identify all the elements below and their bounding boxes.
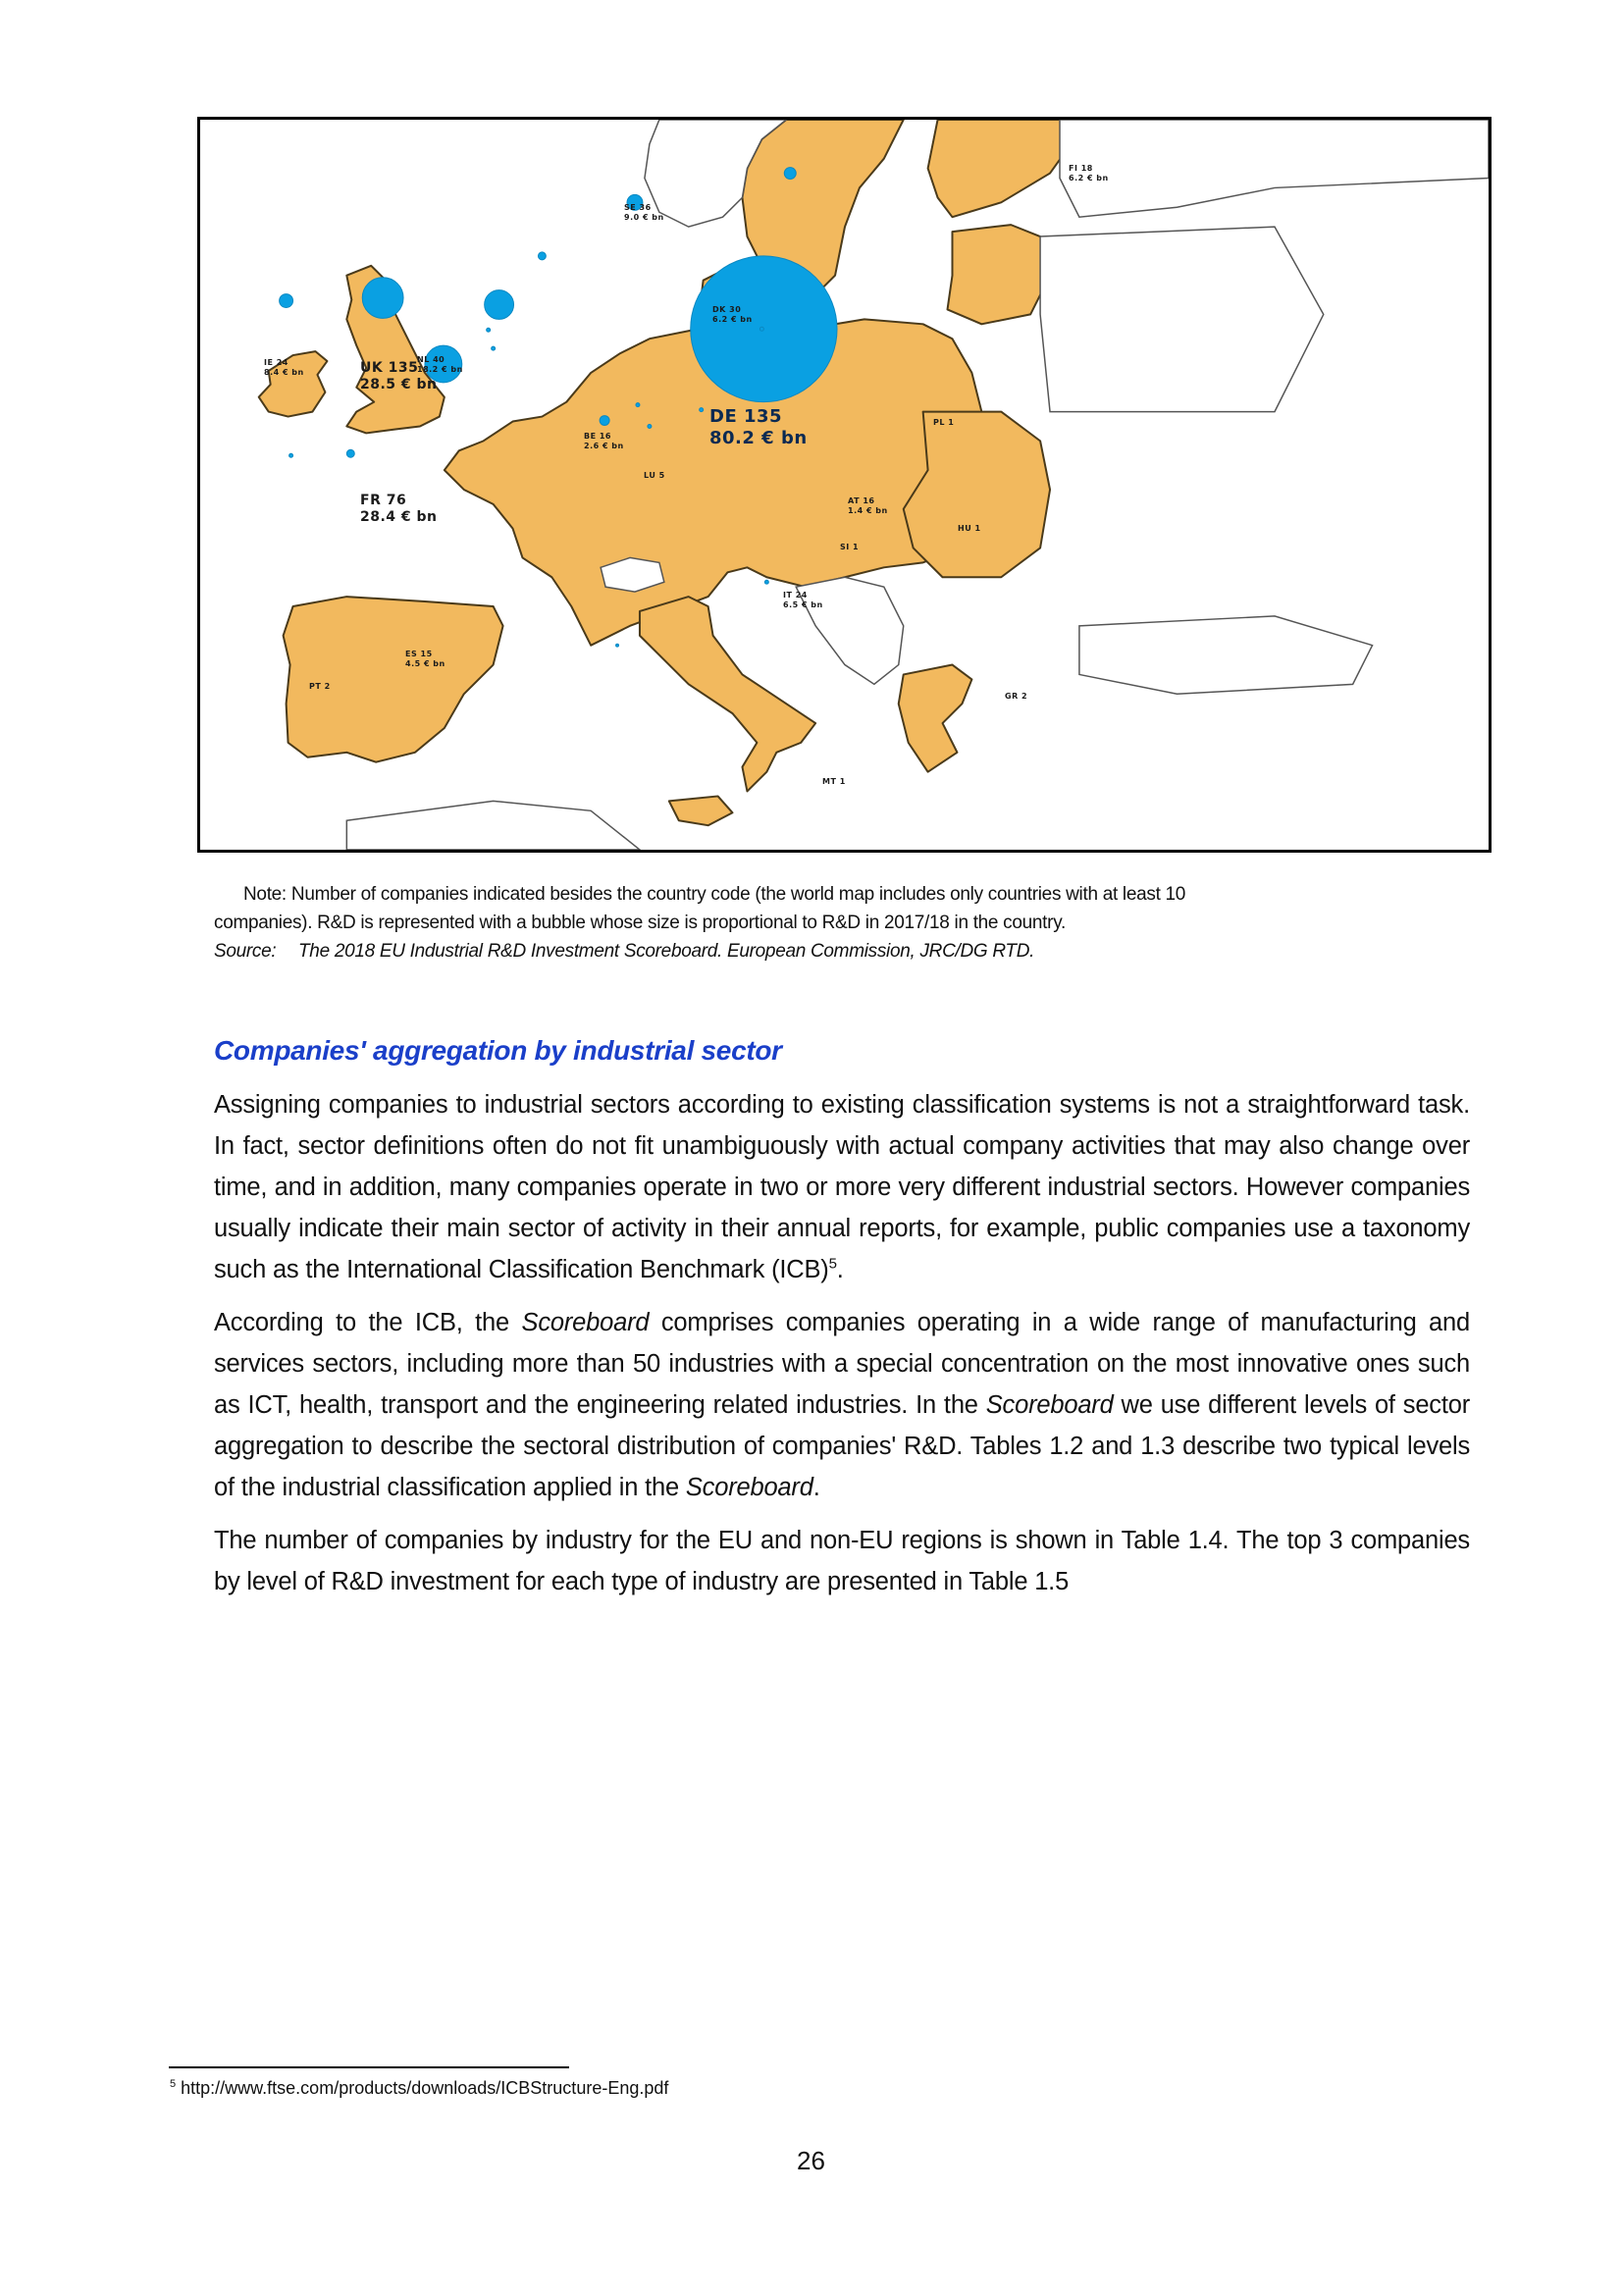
be-bubble <box>487 328 491 332</box>
figure-source <box>214 937 1490 965</box>
note-line-1: Note: Number of companies indicated besides the country code (the world map includes only countries with at least 10 <box>243 884 1186 905</box>
map-label-si: SI 1 <box>840 543 860 551</box>
map-label-pl: PL 1 <box>933 418 955 427</box>
map-label-pt: PT 2 <box>309 682 331 691</box>
map-label-lu: LU 5 <box>644 471 665 480</box>
footnote-link[interactable]: http://www.ftse.com/products/downloads/ICBStructure-Eng.pdf <box>181 2078 669 2098</box>
map-label-gr: GR 2 <box>1005 692 1028 701</box>
pl-bubble <box>759 327 763 331</box>
map-label-nl: NL 40 18.2 € bn <box>417 355 463 374</box>
map-label-es: ES 15 4.5 € bn <box>405 650 445 668</box>
paragraph-2 <box>214 1302 1470 1508</box>
russia-outline <box>1060 120 1489 217</box>
iberian-peninsula-shape <box>284 597 503 762</box>
pt-bubble <box>289 453 293 457</box>
paragraph-2-text-c: we use different levels of sector aggregation to describe the sectoral distribution of companies' R&D. Tables 1.2 and 1.3 describe two typical levels of the industrial classification applied in the <box>214 1391 1471 1501</box>
at-bubble <box>636 403 640 407</box>
source-text: The 2018 EU Industrial R&D Investment Scoreboard. European Commission, JRC/DG RTD. <box>298 941 1035 962</box>
paragraph-1-text: Assigning companies to industrial sectors according to existing classification systems is not a straightforward task. In fact, sector definitions often do not fit unambiguously with actual company activities that may also change over time, and in addition, many companies operate in two or more very different industrial sectors. However companies usually indicate their main sector of activity in their annual reports, for example, public companies use a taxonomy such as the International Classification Benchmark (ICB) <box>214 1091 1470 1283</box>
scoreboard-emphasis: Scoreboard <box>521 1309 650 1336</box>
hu-bubble <box>700 408 704 412</box>
mt-bubble <box>616 644 619 647</box>
finland-shape <box>928 120 1074 217</box>
map-label-at: AT 16 1.4 € bn <box>848 496 888 515</box>
footnote <box>170 2078 668 2099</box>
north-africa-outline <box>346 801 640 850</box>
it-bubble <box>600 416 609 426</box>
footnote-ref-5[interactable]: 5 <box>828 1255 837 1273</box>
belarus-ukraine-outline <box>1040 227 1324 411</box>
paragraph-1-end: . <box>836 1256 844 1283</box>
es-bubble <box>346 449 354 457</box>
source-tag: Source: <box>214 941 277 962</box>
scoreboard-emphasis: Scoreboard <box>985 1391 1114 1419</box>
dk-bubble <box>538 252 546 260</box>
figure-note <box>214 880 1490 965</box>
page-number: 26 <box>797 2146 825 2175</box>
map-label-de: DE 135 80.2 € bn <box>709 406 808 448</box>
section-body <box>214 1084 1470 1614</box>
sicily-shape <box>669 796 733 825</box>
map-label-dk: DK 30 6.2 € bn <box>712 305 753 324</box>
map-label-uk: UK 135 28.5 € bn <box>360 360 438 392</box>
footnote-number: 5 <box>170 2078 177 2090</box>
map-label-it: IT 24 6.5 € bn <box>783 591 823 609</box>
map-label-fr: FR 76 28.4 € bn <box>360 493 438 525</box>
map-label-ie: IE 24 8.4 € bn <box>264 358 304 377</box>
lu-bubble <box>492 346 496 350</box>
scoreboard-emphasis: Scoreboard <box>685 1474 813 1501</box>
paragraph-2-text-b: comprises companies operating in a wide range of manufacturing and services sectors, including more than 50 industries with a special concentration on the most innovative ones such as ICT, health, transport and the engineering related industries. In the <box>214 1309 1471 1419</box>
greece-shape <box>899 665 972 772</box>
map-label-mt: MT 1 <box>822 777 846 786</box>
map-label-be: BE 16 2.6 € bn <box>584 432 624 450</box>
europe-map-graphic <box>200 120 1489 850</box>
nl-bubble <box>485 290 514 320</box>
fi-bubble <box>784 168 796 180</box>
uk-bubble <box>362 278 403 319</box>
si-bubble <box>648 424 652 428</box>
paragraph-1 <box>214 1084 1470 1290</box>
romania-bulgaria-shape <box>904 412 1050 578</box>
baltics-shape <box>948 225 1051 324</box>
map-label-hu: HU 1 <box>958 524 981 533</box>
gr-bubble <box>764 580 768 584</box>
footnote-divider <box>169 2066 569 2068</box>
ie-bubble <box>280 294 293 308</box>
paragraph-3: The number of companies by industry for the EU and non-EU regions is shown in Table 1.4. The top 3 companies by level of R&D investment for each type of industry are presented in Table 1.5 <box>214 1527 1470 1595</box>
europe-rd-map-figure <box>197 117 1492 853</box>
paragraph-2-text-a: According to the ICB, the <box>214 1309 522 1336</box>
italy-shape <box>640 597 815 791</box>
turkey-outline <box>1079 616 1373 694</box>
note-line-2: companies). R&D is represented with a bubble whose size is proportional to R&D in 2017/18 in the country. <box>214 913 1066 933</box>
paragraph-2-text-d: . <box>812 1474 820 1501</box>
map-label-se: SE 36 9.0 € bn <box>624 203 664 222</box>
map-label-fi: FI 18 6.2 € bn <box>1069 164 1109 183</box>
section-heading: Companies' aggregation by industrial sector <box>214 1035 782 1066</box>
